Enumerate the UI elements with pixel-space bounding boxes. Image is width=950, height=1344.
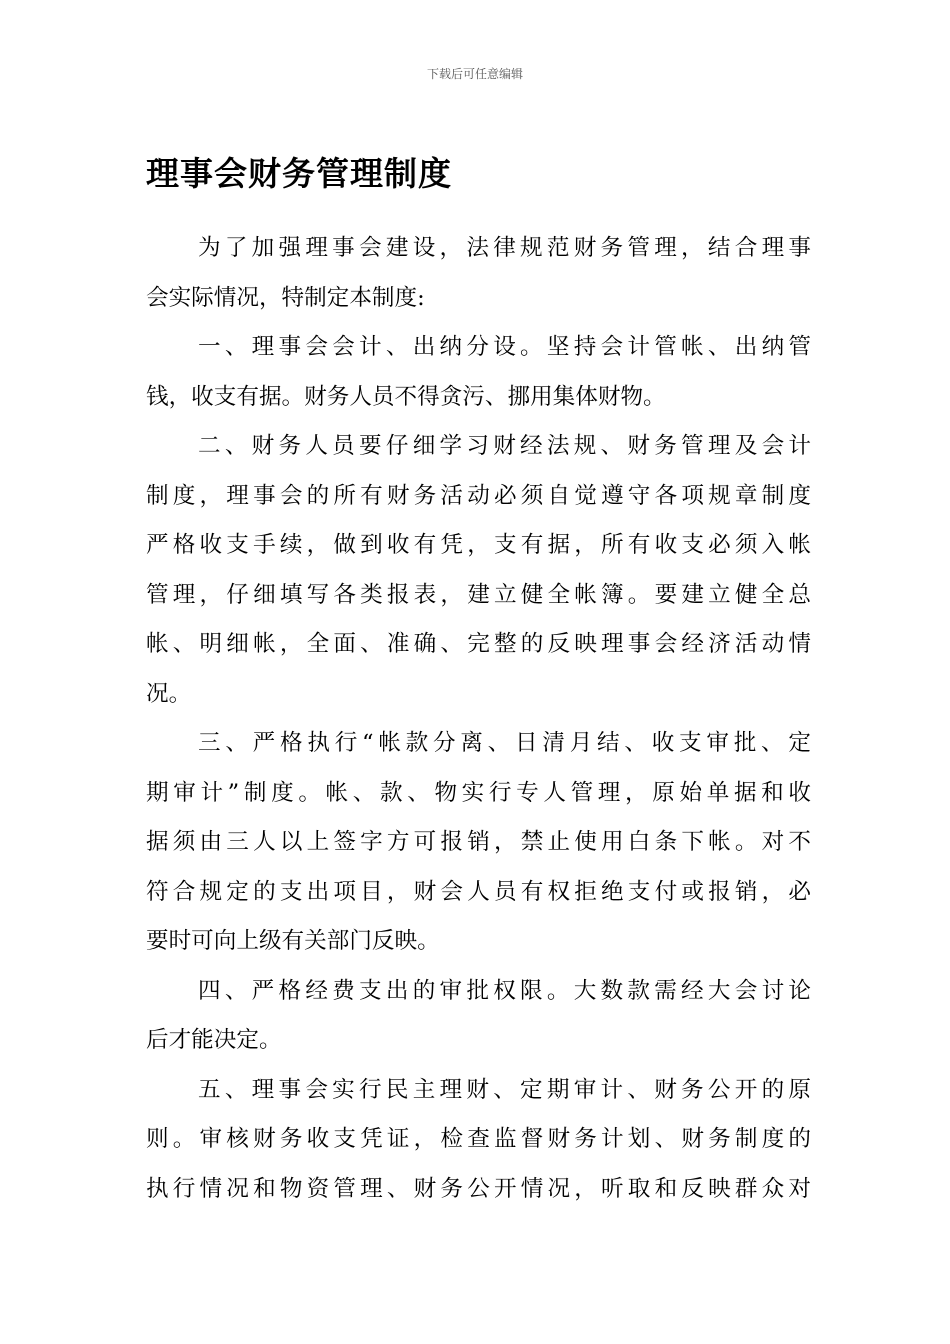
paragraph-clause-1 — [146, 323, 811, 422]
paragraph-clause-4 — [146, 967, 811, 1066]
paragraph-line: 期审计”制度。帐、款、物实行专人管理，原始单据和收 — [146, 779, 811, 806]
paragraph-line: 执行情况和物资管理、财务公开情况，听取和反映群众对 — [146, 1175, 811, 1202]
paragraph-line: 三、严格执行“帐款分离、日清月结、收支审批、定 — [198, 730, 811, 756]
paragraph-line: 五、理事会实行民主理财、定期审计、财务公开的原 — [198, 1076, 811, 1103]
paragraph-clause-3 — [146, 719, 811, 967]
paragraph-clause-5 — [146, 1066, 811, 1215]
paragraph-line: 帐、明细帐，全面、准确、完整的反映理事会经济活动情 — [146, 631, 811, 657]
paragraph-line: 严格收支手续，做到收有凭，支有据，所有收支必须入帐 — [146, 532, 811, 558]
paragraph-line: 钱，收支有据。财务人员不得贪污、挪用集体财物。 — [146, 383, 666, 410]
paragraph-line: 据须由三人以上签字方可报销，禁止使用白条下帐。对不 — [146, 829, 811, 855]
header-note: 下载后可任意编辑 — [426, 67, 523, 81]
paragraph-line: 符合规定的支出项目，财会人员有权拒绝支付或报销，必 — [146, 878, 811, 905]
document-title: 理事会财务管理制度 — [146, 154, 452, 193]
paragraph-line: 为了加强理事会建设，法律规范财务管理，结合理事 — [198, 235, 811, 261]
paragraph-clause-2 — [146, 422, 811, 719]
paragraph-line: 四、严格经费支出的审批权限。大数款需经大会讨论 — [198, 977, 811, 1004]
paragraph-line: 要时可向上级有关部门反映。 — [146, 928, 440, 954]
paragraph-line: 则。审核财务收支凭证，检查监督财务计划、财务制度的 — [146, 1126, 811, 1152]
paragraph-line: 二、财务人员要仔细学习财经法规、财务管理及会计 — [198, 433, 811, 459]
paragraph-intro — [146, 224, 811, 323]
paragraph-line: 后才能决定。 — [146, 1027, 282, 1053]
paragraph-line: 会实际情况，特制定本制度: — [146, 284, 425, 311]
document-body — [146, 224, 811, 1214]
paragraph-line: 一、理事会会计、出纳分设。坚持会计管帐、出纳管 — [198, 334, 811, 360]
paragraph-line: 制度，理事会的所有财务活动必须自觉遵守各项规章制度 — [146, 482, 811, 509]
paragraph-line: 况。 — [146, 680, 192, 707]
paragraph-line: 管理，仔细填写各类报表，建立健全帐簿。要建立健全总 — [146, 581, 811, 608]
